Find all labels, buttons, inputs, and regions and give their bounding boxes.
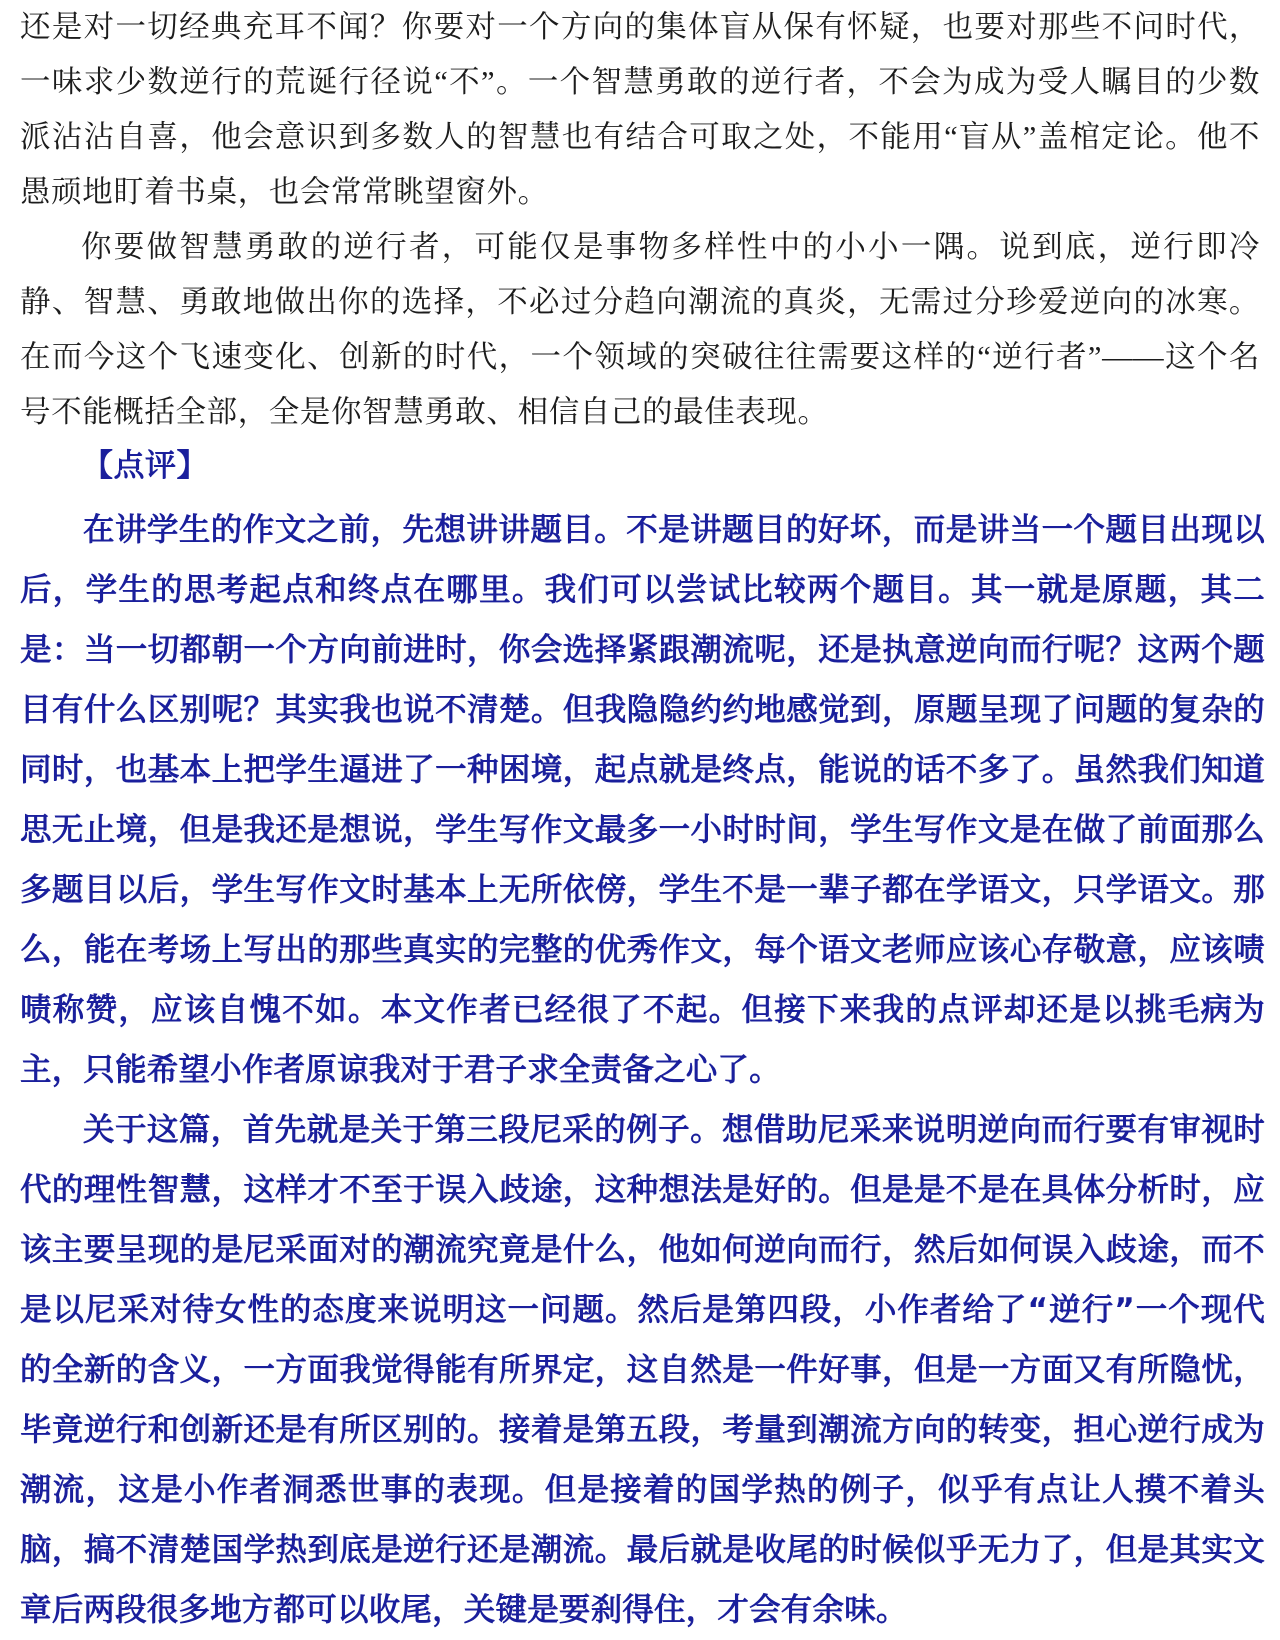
commentary-paragraph-2: 关于这篇，首先就是关于第三段尼采的例子。想借助尼采来说明逆向而行要有审视时代的理性智慧，这样才不至于误入歧途，这种想法是好的。但是是不是在具体分析时，应该主要呈现的是尼采面对的潮流究竟是什么，他如何逆向而行，然后如何误入歧途，而不是以尼采对待女性的态度来说明这一问题。然后是第四段，小作者给了“逆行”一个现代的全新的含义，一方面我觉得能有所界定，这自然是一件好事，但是一方面又有所隐忧，毕竟逆行和创新还是有所区别的。接着是第五段，考量到潮流方向的转变，担心逆行成为潮流，这是小作者洞悉世事的表现。但是接着的国学热的例子，似乎有点让人摸不着头脑，搞不清楚国学热到底是逆行还是潮流。最后就是收尾的时候似乎无力了，但是其实文章后两段很多地方都可以收尾，关键是要刹得住，才会有余味。 (20, 1112, 1265, 1628)
essay-paragraph-1: 还是对一切经典充耳不闻？你要对一个方向的集体盲从保有怀疑，也要对那些不问时代，一味求少数逆行的荒诞行径说“不”。一个智慧勇敢的逆行者，不会为成为受人瞩目的少数派沾沾自喜，他会意识到多数人的智慧也有结合可取之处，不能用“盲从”盖棺定论。他不愚顽地盯着书桌，也会常常眺望窗外。 (20, 10, 1260, 209)
commentary-paragraph-1: 在讲学生的作文之前，先想讲讲题目。不是讲题目的好坏，而是讲当一个题目出现以后，学生的思考起点和终点在哪里。我们可以尝试比较两个题目。其一就是原题，其二是：当一切都朝一个方向前进时，你会选择紧跟潮流呢，还是执意逆向而行呢？这两个题目有什么区别呢？其实我也说不清楚。但我隐隐约约地感觉到，原题呈现了问题的复杂的同时，也基本上把学生逼进了一种困境，起点就是终点，能说的话不多了。虽然我们知道思无止境，但是我还是想说，学生写作文最多一小时时间，学生写作文是在做了前面那么多题目以后，学生写作文时基本上无所依傍，学生不是一辈子都在学语文，只学语文。那么，能在考场上写出的那些真实的完整的优秀作文，每个语文老师应该心存敬意，应该啧啧称赞，应该自愧不如。本文作者已经很了不起。但接下来我的点评却还是以挑毛病为主，只能希望小作者原谅我对于君子求全责备之心了。 (20, 512, 1265, 1088)
essay-paragraph-2: 你要做智慧勇敢的逆行者，可能仅是事物多样性中的小小一隅。说到底，逆行即冷静、智慧、勇敢地做出你的选择，不必过分趋向潮流的真炎，无需过分珍爱逆向的冰寒。在而今这个飞速变化、创新的时代，一个领域的突破往往需要这样的“逆行者”——这个名号不能概括全部，全是你智慧勇敢、相信自己的最佳表现。 (20, 230, 1260, 429)
commentary-section (20, 440, 1265, 1640)
essay-section (20, 0, 1260, 440)
commentary-heading: 【点评】 (82, 448, 208, 484)
